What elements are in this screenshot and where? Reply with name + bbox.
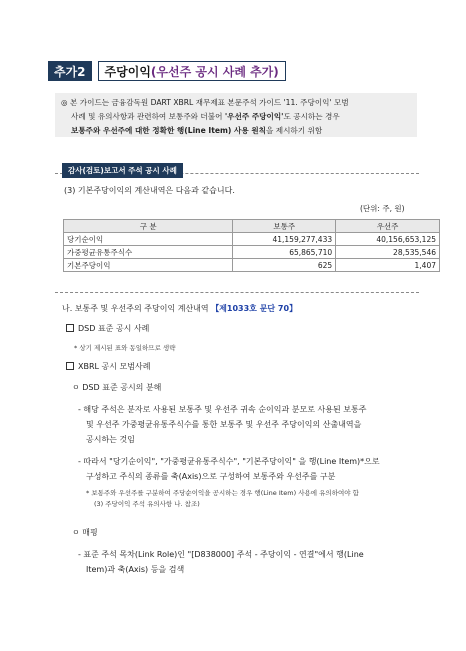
xbrl-item bbox=[66, 359, 150, 374]
col-category: 구 분 bbox=[64, 220, 233, 233]
para-d1 bbox=[78, 402, 423, 447]
row-preferred: 28,535,546 bbox=[336, 246, 440, 259]
section-na-text: 나. 보통주 및 우선주의 주당이익 계산내역 bbox=[62, 304, 209, 313]
intro-line-2 bbox=[61, 110, 411, 124]
section-header bbox=[48, 61, 286, 81]
section-na bbox=[62, 301, 297, 316]
para-d1-line3: 공시하는 것임 bbox=[86, 435, 135, 444]
section-tag: 추가2 bbox=[48, 61, 92, 81]
title-main: 주당이익 bbox=[104, 64, 151, 79]
table-row bbox=[64, 246, 440, 259]
table-row bbox=[64, 259, 440, 272]
section-title bbox=[98, 61, 286, 81]
intro-line-2a: 사례 및 유의사항과 관련하여 보통주와 더불어 bbox=[71, 112, 225, 121]
para-d1-line2: 및 우선주 가중평균유통주식수를 통한 보통주 및 우선주 주당이익의 산출내역을 bbox=[86, 420, 362, 429]
para-m1-line2: Item)과 축(Axis) 등을 검색 bbox=[86, 565, 185, 574]
checkbox-icon bbox=[66, 362, 74, 370]
para-d1-line1: - 해당 주석은 분자로 사용된 보통주 및 우선주 귀속 순이익과 분모로 사용된 보통주 bbox=[78, 405, 367, 414]
dsd-item bbox=[66, 321, 149, 336]
row-common: 625 bbox=[233, 259, 336, 272]
note-line1: * 보통주와 우선주를 구분하여 주당순이익을 공시하는 경우 행(Line Item) 사용에 유의하여야 함 bbox=[86, 489, 359, 497]
row-common: 65,865,710 bbox=[233, 246, 336, 259]
col-preferred: 우선주 bbox=[336, 220, 440, 233]
para-d2-line1: - 따라서 "당기순이익", "가중평균유통주식수", "기본주당이익" 을 행(Line Item)*으로 bbox=[78, 457, 380, 466]
note-line2: (3) 주당이익 주석 유의사항 나. 참조) bbox=[94, 500, 200, 508]
section-na-ref: 【제1033호 문단 70】 bbox=[211, 304, 298, 313]
row-common: 41,159,277,433 bbox=[233, 233, 336, 246]
intro-line-3a: 보통주와 우선주에 대한 정확한 행(Line Item) 사용 원칙 bbox=[71, 126, 267, 135]
o-map: ㅇ 매핑 bbox=[72, 528, 98, 537]
intro-line-1: ◎ 본 가이드는 금융감독원 DART XBRL 재무제표 본문주석 가이드 '11. 주당이익' 모범 bbox=[61, 98, 349, 107]
dsd-label: DSD 표준 공시 사례 bbox=[78, 324, 150, 333]
intro-box bbox=[55, 93, 417, 137]
para-m1-line1: - 표준 주석 목차(Link Role)인 "[D838000] 주석 - 주당이익 - 연결"에서 행(Line bbox=[78, 550, 364, 559]
row-label: 가중평균유통주식수 bbox=[64, 246, 233, 259]
col-common: 보통주 bbox=[233, 220, 336, 233]
row-label: 기본주당이익 bbox=[64, 259, 233, 272]
para-d2-line2: 구성하고 주식의 종류를 축(Axis)으로 구성하여 보통주와 우선주를 구분 bbox=[86, 472, 336, 481]
xbrl-label: XBRL 공시 모범사례 bbox=[78, 362, 151, 371]
unit-label: (단위: 주, 원) bbox=[360, 204, 405, 213]
table-header-row bbox=[64, 220, 440, 233]
intro-line-3b: 을 제시하기 위함 bbox=[266, 126, 323, 135]
checkbox-icon bbox=[66, 324, 74, 332]
para-d2 bbox=[78, 454, 423, 484]
intro-line-2b: '우선주 주당이익' bbox=[224, 112, 284, 121]
row-preferred: 1,407 bbox=[336, 259, 440, 272]
dsd-note: * 상기 제시된 표와 동일하므로 생략 bbox=[74, 344, 176, 352]
title-sub: (우선주 공시 사례 추가) bbox=[150, 64, 279, 79]
o-dsd: ㅇ DSD 표준 공시의 분해 bbox=[72, 383, 162, 392]
para-d2-note bbox=[86, 488, 426, 510]
row-label: 당기순이익 bbox=[64, 233, 233, 246]
row-preferred: 40,156,653,125 bbox=[336, 233, 440, 246]
intro-line-3 bbox=[61, 124, 411, 138]
example-tag: 감사(검토)보고서 주석 공시 사례 bbox=[62, 163, 183, 178]
para-m1 bbox=[78, 547, 423, 577]
table-row bbox=[64, 233, 440, 246]
example-line: (3) 기본주당이익의 계산내역은 다음과 같습니다. bbox=[64, 186, 235, 195]
eps-table bbox=[63, 219, 440, 272]
intro-line-2c: 도 공시하는 경우 bbox=[283, 112, 340, 121]
